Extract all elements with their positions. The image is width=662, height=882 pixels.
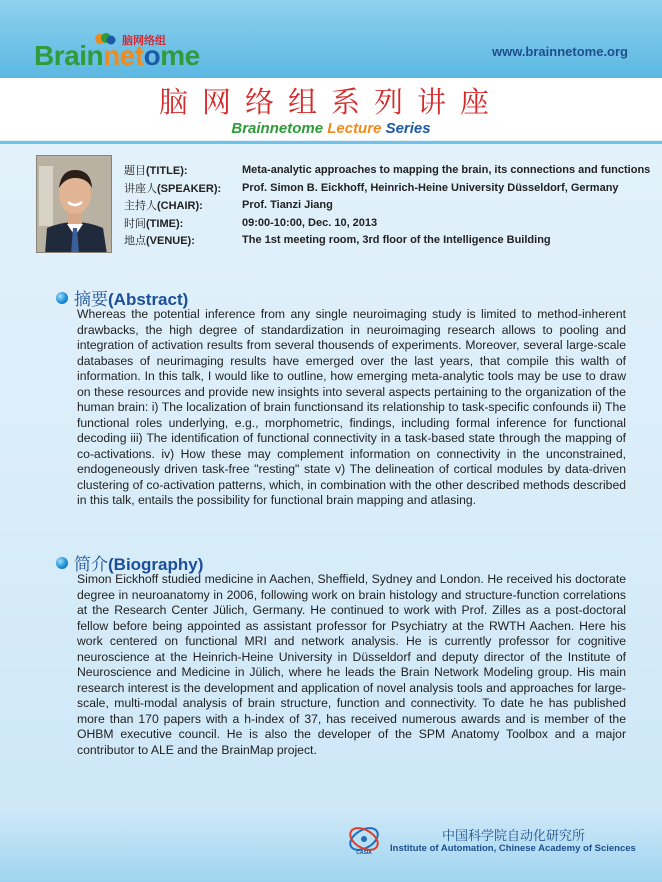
subtitle-word: Lecture	[327, 120, 382, 137]
logo-part: o	[143, 40, 161, 71]
lecture-venue: The 1st meeting room, 3rd floor of the Intelligence Building	[242, 234, 551, 247]
casia-badge-text: CASIA	[356, 850, 372, 856]
logo-chinese-text: 脑网络组	[122, 34, 166, 47]
info-label: 题目(TITLE):	[124, 164, 188, 177]
logo-part: me	[160, 40, 200, 71]
logo-part: Brain	[34, 40, 104, 71]
page-subtitle	[0, 120, 662, 138]
chair-name: Prof. Tianzi Jiang	[242, 199, 333, 212]
speaker-portrait-icon	[37, 156, 112, 253]
lecture-time: 09:00-10:00, Dec. 10, 2013	[242, 216, 378, 229]
bullet-icon	[56, 292, 68, 304]
subtitle-word: Series	[385, 120, 431, 137]
institute-name-english: Institute of Automation, Chinese Academy of Sciences	[390, 843, 636, 854]
casia-logo-icon[interactable]	[346, 822, 382, 856]
abstract-text: Whereas the potential inference from any single neuroimaging study is limited to method-inherent drawbacks, the high degree of standardization in neuroimaging research allows to pooling and integration of activation results from several thousends of experiments. Moreover, several large-scale databases of neurimaging results have emerged over the last years, that compile this walth of information. In this talk, I would like to outline, how emerging meta-analytic tools may be use to draw on these resources and provide new insights into several aspects pertaining to the organization of the human brain: i) The localization of brain functionsand its relationship to task-specific confounds ii) The functional roles underlying, e.g., morphometric, findings, including formal inference for functional decoding iii) The identification of functional connectivity in a task-based state through the mapping of co-activations. iv) How these may complement information on connectivity in the unconstrained, endogeneously driven task-free "resting" state v) The delineation of cortical modules by data-driven clustering of co-activation patterns, which, in combination with the other described methods described in this talk, entails the possibility for functional brain mapping and atlasing.	[77, 307, 626, 507]
institute-name-chinese: 中国科学院自动化研究所	[442, 829, 586, 844]
biography-title: 简介(Biography)	[74, 555, 204, 575]
info-label: 讲座人(SPEAKER):	[124, 181, 222, 195]
abstract-title: 摘要(Abstract)	[74, 290, 189, 310]
divider	[0, 141, 662, 144]
website-link[interactable]: www.brainnetome.org	[491, 44, 628, 59]
info-label: 主持人(CHAIR):	[124, 199, 203, 213]
logo-wordmark	[34, 42, 200, 70]
biography-text: Simon Eickhoff studied medicine in Aachen, Sheffield, Sydney and London. He received his doctorate degree in neuroanatomy in 2006, following work on brain histology and structure-function correlations at the Research Center Jülich, Germany. He continued to work with Prof. Zilles as a post-doctoral fellow before being appointed as assistant professor for Psychiatry at the RWTH Aachen. Here his work centered on functional MRI and network analysis. He is currently professor for cognitive neuroscience at the Heinrich-Heine University in Düsseldorf and deputy director of the Institute of Neuroscience and Medicine in Jülich, where he leads the Brain Network Modeling group. His main research interest is the development and application of novel analysis tools and approaches for large-scale, multi-modal analysis of brain structure, function and connectivity. To date he has published more than 170 papers with a h-index of 37, has received numerous awards and is member of the OHBM executive council. He is also the developer of the SPM Anatomy Toolbox and a major contributor to ALE and the BrainMap project.	[77, 572, 626, 757]
subtitle-word: Brainnetome	[231, 120, 324, 137]
page-title: 脑网络组系列讲座	[158, 85, 503, 119]
speaker-photo	[36, 155, 112, 253]
lecture-title: Meta-analytic approaches to mapping the brain, its connections and functions	[242, 164, 651, 176]
bullet-icon	[56, 557, 68, 569]
info-label: 地点(VENUE):	[124, 234, 195, 248]
logo-part: net	[103, 40, 144, 71]
speaker-name: Prof. Simon B. Eickhoff, Heinrich-Heine University Düsseldorf, Germany	[242, 181, 619, 194]
info-label: 时间(TIME):	[124, 216, 184, 230]
